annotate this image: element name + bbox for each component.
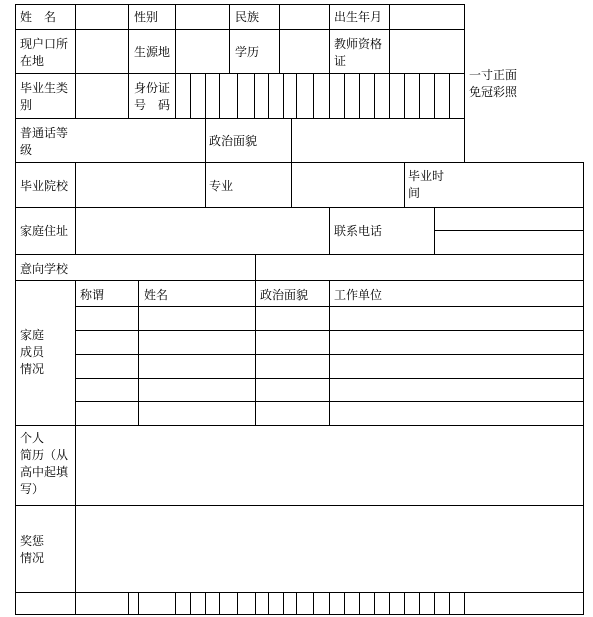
birth-date-label: 出生年月 bbox=[334, 10, 383, 24]
vline bbox=[205, 118, 206, 207]
hline bbox=[15, 592, 583, 593]
vline bbox=[359, 73, 360, 118]
vline bbox=[237, 73, 238, 118]
vline bbox=[404, 592, 405, 615]
vline bbox=[15, 4, 16, 615]
family-label: 家庭 成员 情况 bbox=[20, 328, 45, 376]
vline bbox=[329, 592, 330, 615]
name-label: 姓 名 bbox=[20, 10, 57, 24]
vline bbox=[255, 592, 256, 615]
vline bbox=[205, 592, 206, 615]
vline bbox=[434, 592, 435, 615]
vline bbox=[75, 162, 76, 255]
ethnicity-label: 民族 bbox=[235, 10, 260, 24]
family-col-political: 政治面貌 bbox=[260, 288, 309, 302]
vline bbox=[128, 4, 129, 118]
vline bbox=[464, 4, 465, 163]
vline bbox=[313, 73, 314, 118]
vline bbox=[205, 73, 206, 118]
vline bbox=[128, 592, 129, 615]
grad-time-label: 毕业时 间 bbox=[408, 169, 445, 200]
vline bbox=[237, 592, 238, 615]
target-school-label: 意向学校 bbox=[20, 262, 69, 276]
vline bbox=[296, 592, 297, 615]
vline bbox=[434, 207, 435, 255]
resume-label: 个人 简历（从 高中起填 写） bbox=[20, 431, 69, 496]
vline bbox=[75, 280, 76, 615]
vline bbox=[291, 118, 292, 207]
vline bbox=[434, 73, 435, 118]
vline bbox=[329, 207, 330, 255]
major-label: 专业 bbox=[209, 179, 234, 193]
vline bbox=[229, 4, 230, 74]
hline bbox=[15, 505, 583, 506]
hline bbox=[15, 29, 464, 30]
vline bbox=[404, 73, 405, 118]
vline bbox=[449, 592, 450, 615]
hline bbox=[434, 230, 583, 231]
grad-type-label: 毕业生类 别 bbox=[20, 81, 69, 112]
vline bbox=[296, 73, 297, 118]
family-col-name: 姓名 bbox=[144, 288, 169, 302]
vline bbox=[190, 73, 191, 118]
vline bbox=[283, 73, 284, 118]
vline bbox=[344, 73, 345, 118]
photo-label: 一寸正面 免冠彩照 bbox=[469, 68, 518, 99]
vline bbox=[359, 592, 360, 615]
vline bbox=[464, 592, 465, 615]
vline bbox=[175, 592, 176, 615]
vline bbox=[374, 592, 375, 615]
vline bbox=[175, 4, 176, 74]
id-number-label: 身份证 号 码 bbox=[134, 81, 171, 112]
vline bbox=[255, 254, 256, 281]
vline bbox=[389, 73, 390, 118]
mandarin-label: 普通话等 级 bbox=[20, 126, 69, 157]
vline bbox=[175, 73, 176, 118]
vline bbox=[279, 4, 280, 74]
hline bbox=[15, 280, 583, 281]
vline bbox=[138, 280, 139, 426]
hline bbox=[15, 614, 583, 615]
vline bbox=[138, 592, 139, 615]
vline bbox=[329, 280, 330, 426]
vline bbox=[255, 280, 256, 426]
vline bbox=[419, 73, 420, 118]
address-label: 家庭住址 bbox=[20, 224, 69, 238]
vline bbox=[404, 162, 405, 207]
phone-label: 联系电话 bbox=[334, 224, 383, 238]
hline bbox=[15, 4, 464, 5]
education-label: 学历 bbox=[235, 45, 260, 59]
hline bbox=[15, 73, 464, 74]
vline bbox=[268, 73, 269, 118]
vline bbox=[313, 592, 314, 615]
hline bbox=[15, 162, 583, 163]
vline bbox=[190, 592, 191, 615]
hline bbox=[15, 118, 464, 119]
gender-label: 性别 bbox=[134, 10, 159, 24]
awards-label: 奖惩 情况 bbox=[20, 534, 45, 565]
family-col-workplace: 工作单位 bbox=[334, 288, 383, 302]
vline bbox=[254, 73, 255, 118]
hline bbox=[15, 207, 583, 208]
vline bbox=[75, 4, 76, 118]
vline bbox=[449, 73, 450, 118]
vline bbox=[389, 4, 390, 74]
vline bbox=[268, 592, 269, 615]
origin-label: 生源地 bbox=[134, 45, 171, 59]
vline bbox=[419, 592, 420, 615]
school-label: 毕业院校 bbox=[20, 179, 69, 193]
vline bbox=[583, 162, 584, 615]
vline bbox=[219, 73, 220, 118]
political-status-label: 政治面貌 bbox=[209, 134, 258, 148]
vline bbox=[329, 4, 330, 74]
vline bbox=[219, 592, 220, 615]
vline bbox=[374, 73, 375, 118]
teacher-cert-label: 教师资格 证 bbox=[334, 37, 383, 68]
family-col-relation: 称谓 bbox=[80, 288, 105, 302]
hukou-label: 现户口所 在地 bbox=[20, 37, 69, 68]
vline bbox=[389, 592, 390, 615]
vline bbox=[344, 592, 345, 615]
vline bbox=[329, 73, 330, 118]
vline bbox=[283, 592, 284, 615]
hline bbox=[15, 425, 583, 426]
hline bbox=[15, 254, 583, 255]
